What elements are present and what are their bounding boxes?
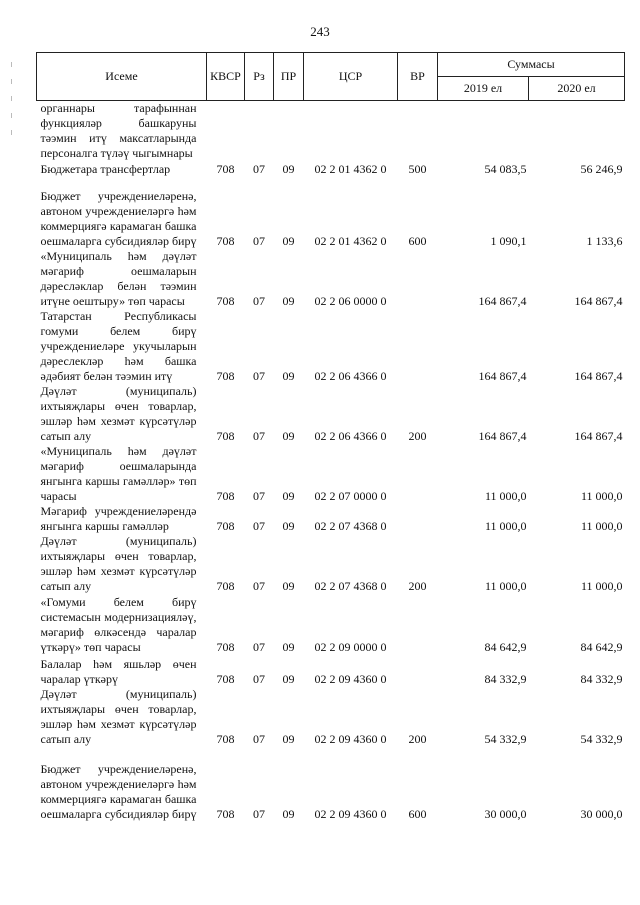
table-row — [37, 655, 625, 687]
row-pr: 09 — [282, 807, 295, 821]
row-sum-2020: 84 332,9 — [580, 672, 623, 686]
row-sum-2019: 164 867,4 — [478, 369, 527, 383]
row-pr: 09 — [282, 519, 295, 533]
row-csr: 02 2 06 4366 0 — [314, 429, 387, 443]
row-kvsr: 708 — [216, 640, 235, 654]
table-row — [37, 594, 625, 655]
row-name: «Гомуми белем бирү системасын модернизацияләү, мәгариф өлкәсендә чаралар үткәрү» төп чарасы — [40, 595, 197, 654]
row-csr: 02 2 06 4366 0 — [314, 369, 387, 383]
row-csr: 02 2 07 4368 0 — [314, 579, 387, 593]
table-header — [37, 53, 625, 101]
row-rz: 07 — [253, 162, 265, 176]
row-name: Балалар һәм яшьләр өчен чаралар үткәрү — [40, 657, 197, 686]
table-row — [37, 444, 625, 504]
row-name: Дәүләт (муниципаль) ихтыяҗлары өчен товарлар, эшләр һәм хезмәт күрсәтүләр сатып алу — [40, 687, 197, 746]
row-kvsr: 708 — [216, 732, 235, 746]
row-vr — [398, 655, 438, 687]
row-sum-2020: 84 642,9 — [580, 640, 623, 654]
row-csr: 02 2 06 0000 0 — [314, 294, 387, 308]
row-pr: 09 — [282, 489, 295, 503]
row-vr — [398, 594, 438, 655]
row-csr: 02 2 09 0000 0 — [314, 640, 387, 654]
row-kvsr — [207, 101, 245, 162]
header-pr: ПР — [274, 53, 304, 101]
row-kvsr: 708 — [216, 489, 235, 503]
row-csr: 02 2 07 0000 0 — [314, 489, 387, 503]
row-csr: 02 2 09 4360 0 — [314, 672, 387, 686]
row-vr — [398, 249, 438, 309]
table-row — [37, 177, 625, 249]
row-sum-2019: 54 332,9 — [484, 732, 527, 746]
row-name: Бюджет учреждениеләренә, автоном учреждениеләргә һәм коммерциягә карамаган башка оешмаларга субсидияләр бирү — [40, 762, 197, 821]
row-vr: 200 — [408, 732, 427, 746]
row-name: Татарстан Республикасы гомуми белем бирү учреждениеләре укучыларын дәреслекләр һәм башка әдәбият белән тәэмин итү — [40, 309, 197, 383]
row-sum-2020: 11 000,0 — [580, 579, 623, 593]
page-number: 243 — [310, 24, 330, 39]
row-sum-2019: 11 000,0 — [484, 519, 527, 533]
header-csr: ЦСР — [304, 53, 398, 101]
row-sum-2020: 30 000,0 — [580, 807, 623, 821]
header-rz: Рз — [245, 53, 274, 101]
row-rz: 07 — [253, 294, 265, 308]
row-rz: 07 — [253, 429, 265, 443]
row-pr: 09 — [282, 234, 295, 248]
row-sum-2020: 54 332,9 — [580, 732, 623, 746]
row-vr — [398, 504, 438, 534]
row-sum-2020: 164 867,4 — [574, 294, 623, 308]
row-sum-2020: 164 867,4 — [574, 369, 623, 383]
row-rz: 07 — [253, 732, 265, 746]
row-sum-2019: 30 000,0 — [484, 807, 527, 821]
row-sum-2019: 84 332,9 — [484, 672, 527, 686]
row-name: «Муниципаль һәм дәүләт мәгариф оешмаларын дәресләклар белән тәэмин итүне оештыру» төп чарасы — [40, 249, 197, 308]
row-name: органнары тарафыннан функцияләр башкаруны тәэмин итү максатларында персоналга түләү чыгымнары — [40, 101, 197, 160]
row-vr: 200 — [408, 579, 427, 593]
table-row — [37, 747, 625, 822]
row-pr: 09 — [282, 672, 295, 686]
header-year-2020: 2020 ел — [529, 77, 625, 101]
row-kvsr: 708 — [216, 579, 235, 593]
row-kvsr: 708 — [216, 807, 235, 821]
row-vr: 500 — [408, 162, 427, 176]
row-sum-2019: 1 090,1 — [490, 234, 527, 248]
row-kvsr: 708 — [216, 162, 235, 176]
row-rz: 07 — [253, 489, 265, 503]
row-vr: 600 — [408, 807, 427, 821]
row-rz: 07 — [253, 369, 265, 383]
row-vr: 600 — [408, 234, 427, 248]
row-kvsr: 708 — [216, 234, 235, 248]
row-pr: 09 — [282, 640, 295, 654]
table-row — [37, 687, 625, 747]
row-sum-2019: 164 867,4 — [478, 429, 527, 443]
row-sum-2020: 11 000,0 — [580, 489, 623, 503]
row-kvsr: 708 — [216, 672, 235, 686]
row-vr: 200 — [408, 429, 427, 443]
row-pr: 09 — [282, 369, 295, 383]
row-kvsr: 708 — [216, 429, 235, 443]
row-sum-2019: 164 867,4 — [478, 294, 527, 308]
row-pr: 09 — [282, 429, 295, 443]
row-sum-2019: 11 000,0 — [484, 489, 527, 503]
row-csr: 02 2 07 4368 0 — [314, 519, 387, 533]
row-name: Дәүләт (муниципаль) ихтыяҗлары өчен товарлар, эшләр һәм хезмәт күрсәтүләр сатып алу — [40, 534, 197, 593]
row-sum-2020: 1 133,6 — [586, 234, 623, 248]
table-row — [37, 309, 625, 384]
row-kvsr: 708 — [216, 294, 235, 308]
row-csr: 02 2 09 4360 0 — [314, 732, 387, 746]
row-name: Бюджетара трансфертлар — [40, 162, 171, 176]
row-rz: 07 — [253, 579, 265, 593]
row-rz: 07 — [253, 807, 265, 821]
row-name: Бюджет учреждениеләренә, автоном учреждениеләргә һәм коммерциягә карамаган башка оешмаларга субсидияләр бирү — [40, 189, 197, 248]
row-pr: 09 — [282, 732, 295, 746]
row-kvsr: 708 — [216, 369, 235, 383]
row-pr: 09 — [282, 294, 295, 308]
row-sum-2020: 164 867,4 — [574, 429, 623, 443]
table-row — [37, 504, 625, 534]
row-sum-2019: 11 000,0 — [484, 579, 527, 593]
table-row — [37, 249, 625, 309]
header-sums: Суммасы — [438, 53, 625, 77]
budget-table — [36, 52, 625, 822]
header-kvsr: КВСР — [207, 53, 245, 101]
row-sum-2019: 84 642,9 — [484, 640, 527, 654]
row-sum-2020 — [529, 101, 625, 162]
row-csr: 02 2 01 4362 0 — [314, 162, 387, 176]
row-name: Дәүләт (муниципаль) ихтыяҗлары өчен товарлар, эшләр һәм хезмәт күрсәтүләр сатып алу — [40, 384, 197, 443]
row-rz: 07 — [253, 519, 265, 533]
table-row — [37, 101, 625, 162]
row-csr — [304, 101, 398, 162]
row-rz — [245, 101, 274, 162]
row-rz: 07 — [253, 672, 265, 686]
binding-margin-marks — [10, 62, 14, 152]
table-row — [37, 384, 625, 444]
row-name: Мәгариф учреждениеләрендә янгынга каршы гамәлләр — [40, 504, 197, 533]
row-kvsr: 708 — [216, 519, 235, 533]
header-year-2019: 2019 ел — [438, 77, 529, 101]
table-row — [37, 534, 625, 594]
header-name: Исеме — [37, 53, 207, 101]
table-row — [37, 161, 625, 177]
row-csr: 02 2 01 4362 0 — [314, 234, 387, 248]
row-sum-2020: 56 246,9 — [580, 162, 623, 176]
row-rz: 07 — [253, 640, 265, 654]
row-vr — [398, 101, 438, 162]
row-vr — [398, 309, 438, 384]
table-body — [37, 101, 625, 823]
row-rz: 07 — [253, 234, 265, 248]
row-pr: 09 — [282, 579, 295, 593]
row-csr: 02 2 09 4360 0 — [314, 807, 387, 821]
row-name: «Муниципаль һәм дәүләт мәгариф оешмаларында янгынга каршы гамәлләр» төп чарасы — [40, 444, 197, 503]
row-pr: 09 — [282, 162, 295, 176]
row-sum-2020: 11 000,0 — [580, 519, 623, 533]
row-pr — [274, 101, 304, 162]
row-sum-2019: 54 083,5 — [484, 162, 527, 176]
row-sum-2019 — [438, 101, 529, 162]
row-vr — [398, 444, 438, 504]
header-vr: ВР — [398, 53, 438, 101]
